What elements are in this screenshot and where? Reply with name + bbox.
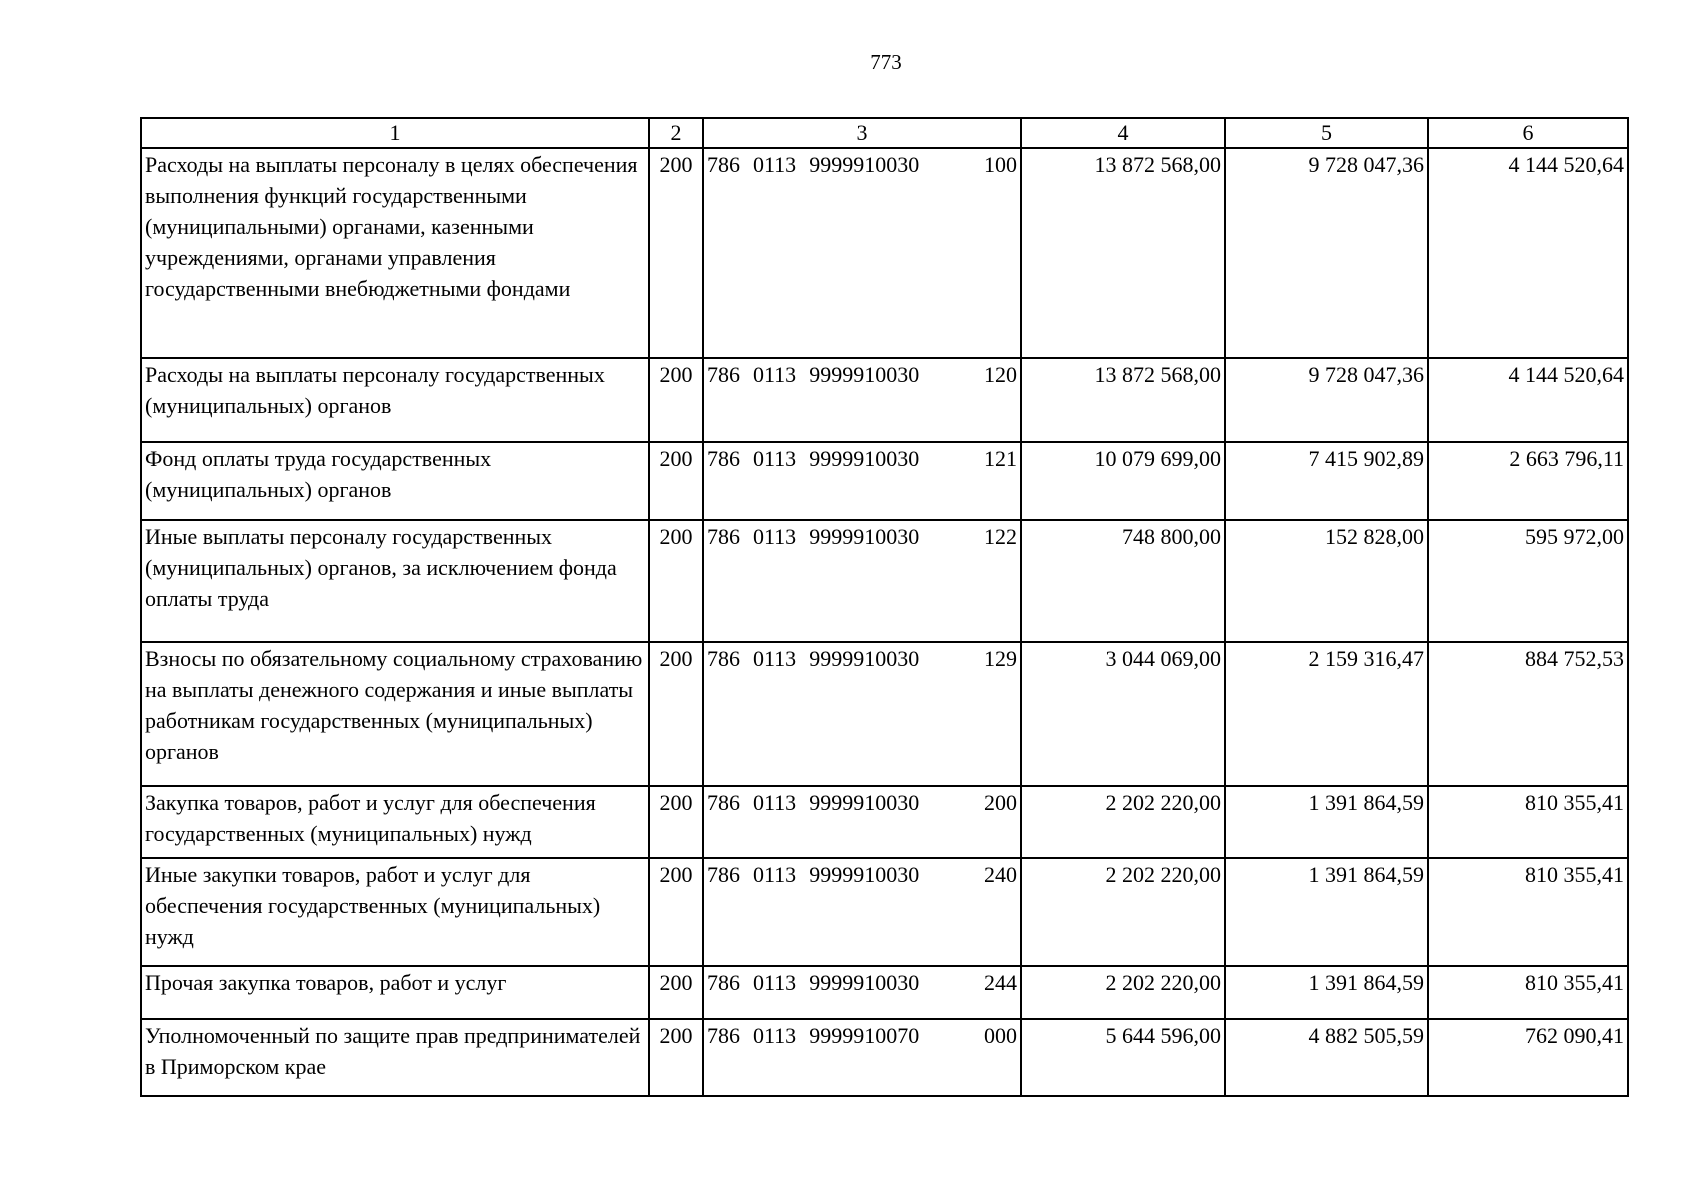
row-col5: 7 415 902,89 [1225,442,1428,520]
code-type: 129 [984,646,1017,671]
row-col5: 1 391 864,59 [1225,858,1428,966]
code-target: 9999910030 [809,970,920,995]
header-cell-6: 6 [1428,118,1628,148]
code-section: 0113 [753,970,797,995]
row-col6: 4 144 520,64 [1428,148,1628,358]
row-col2: 200 [649,520,703,642]
row-col5: 152 828,00 [1225,520,1428,642]
row-code [703,642,1021,786]
budget-table [140,117,1629,1097]
row-col2: 200 [649,442,703,520]
row-code [703,858,1021,966]
code-section: 0113 [753,790,797,815]
table-row [141,520,1628,642]
header-cell-1: 1 [141,118,649,148]
row-code [703,520,1021,642]
header-cell-5: 5 [1225,118,1428,148]
code-type: 122 [984,524,1017,549]
row-col5: 1 391 864,59 [1225,966,1428,1019]
row-description: Иные закупки товаров, работ и услуг для обеспечения государственных (муниципальных) нужд [141,858,649,966]
code-target: 9999910030 [809,152,920,177]
table-row [141,442,1628,520]
code-type: 120 [984,362,1017,387]
row-col6: 595 972,00 [1428,520,1628,642]
row-col5: 4 882 505,59 [1225,1019,1428,1096]
row-col4: 2 202 220,00 [1021,858,1225,966]
table-row [141,786,1628,858]
code-section: 0113 [753,862,797,887]
header-cell-4: 4 [1021,118,1225,148]
row-description: Фонд оплаты труда государственных (муниципальных) органов [141,442,649,520]
row-col2: 200 [649,148,703,358]
row-col4: 10 079 699,00 [1021,442,1225,520]
table-row [141,858,1628,966]
row-code [703,1019,1021,1096]
row-description: Взносы по обязательному социальному страхованию на выплаты денежного содержания и иные выплаты работникам государственных (муниципальных) органов [141,642,649,786]
code-chapter: 786 [707,646,740,671]
row-col6: 884 752,53 [1428,642,1628,786]
code-chapter: 786 [707,446,740,471]
code-type: 244 [984,970,1017,995]
code-target: 9999910030 [809,862,920,887]
row-col4: 748 800,00 [1021,520,1225,642]
code-chapter: 786 [707,862,740,887]
row-col5: 9 728 047,36 [1225,148,1428,358]
code-target: 9999910030 [809,524,920,549]
code-section: 0113 [753,1023,797,1048]
code-section: 0113 [753,524,797,549]
code-chapter: 786 [707,970,740,995]
table-row [141,642,1628,786]
header-cell-2: 2 [649,118,703,148]
code-type: 240 [984,862,1017,887]
row-col2: 200 [649,1019,703,1096]
row-col4: 2 202 220,00 [1021,786,1225,858]
row-col2: 200 [649,358,703,442]
code-chapter: 786 [707,524,740,549]
code-section: 0113 [753,152,797,177]
row-description: Расходы на выплаты персоналу государственных (муниципальных) органов [141,358,649,442]
row-code [703,148,1021,358]
row-col5: 2 159 316,47 [1225,642,1428,786]
page-number: 773 [870,50,902,74]
row-col6: 762 090,41 [1428,1019,1628,1096]
code-type: 000 [984,1023,1017,1048]
code-target: 9999910030 [809,790,920,815]
table-row [141,148,1628,358]
row-col2: 200 [649,966,703,1019]
row-description: Уполномоченный по защите прав предпринимателей в Приморском крае [141,1019,649,1096]
row-col6: 810 355,41 [1428,786,1628,858]
code-section: 0113 [753,362,797,387]
code-type: 200 [984,790,1017,815]
header-row [141,118,1628,148]
table-row [141,966,1628,1019]
row-col2: 200 [649,642,703,786]
code-chapter: 786 [707,152,740,177]
code-target: 9999910030 [809,446,920,471]
row-col5: 9 728 047,36 [1225,358,1428,442]
row-description: Закупка товаров, работ и услуг для обеспечения государственных (муниципальных) нужд [141,786,649,858]
row-description: Расходы на выплаты персоналу в целях обеспечения выполнения функций государственными (муниципальными) органами, казенными учреждениями, органами управления государственными внебюджетными фондами [141,148,649,358]
row-col2: 200 [649,858,703,966]
code-chapter: 786 [707,1023,740,1048]
code-chapter: 786 [707,362,740,387]
row-col4: 5 644 596,00 [1021,1019,1225,1096]
row-description: Прочая закупка товаров, работ и услуг [141,966,649,1019]
row-col2: 200 [649,786,703,858]
row-col4: 2 202 220,00 [1021,966,1225,1019]
row-col6: 810 355,41 [1428,966,1628,1019]
table-row [141,1019,1628,1096]
code-chapter: 786 [707,790,740,815]
row-code [703,358,1021,442]
row-col6: 2 663 796,11 [1428,442,1628,520]
code-type: 121 [984,446,1017,471]
row-col6: 4 144 520,64 [1428,358,1628,442]
row-code [703,786,1021,858]
code-section: 0113 [753,646,797,671]
code-target: 9999910030 [809,362,920,387]
code-section: 0113 [753,446,797,471]
row-code [703,442,1021,520]
header-cell-3: 3 [703,118,1021,148]
code-type: 100 [984,152,1017,177]
row-col4: 13 872 568,00 [1021,148,1225,358]
row-col4: 3 044 069,00 [1021,642,1225,786]
code-target: 9999910030 [809,646,920,671]
row-code [703,966,1021,1019]
row-description: Иные выплаты персоналу государственных (муниципальных) органов, за исключением фонда оплаты труда [141,520,649,642]
row-col4: 13 872 568,00 [1021,358,1225,442]
row-col6: 810 355,41 [1428,858,1628,966]
code-target: 9999910070 [809,1023,920,1048]
row-col5: 1 391 864,59 [1225,786,1428,858]
table-row [141,358,1628,442]
